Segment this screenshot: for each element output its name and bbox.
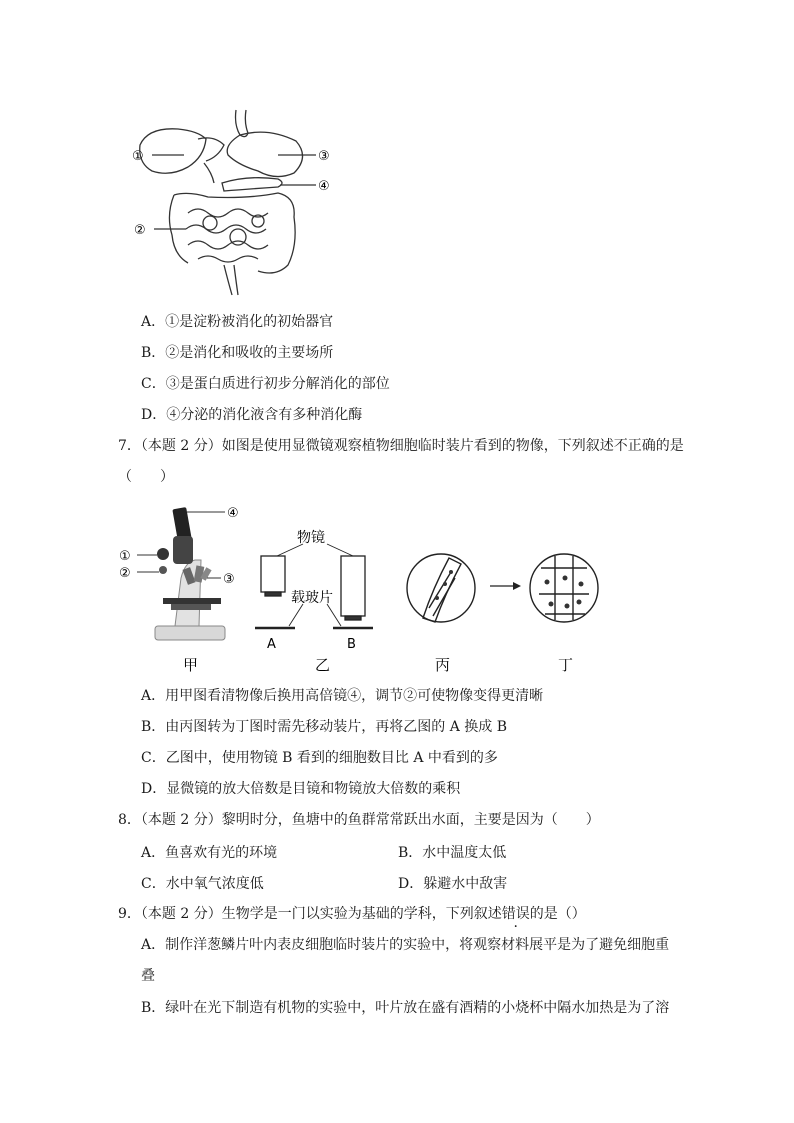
q8-option-d: D．躲避水中敌害 — [398, 876, 508, 892]
q7-option-a: A．用甲图看清物像后换用高倍镜④，调节②可使物像变得更清晰 — [141, 688, 544, 704]
q9-stem-after: 的是（） — [529, 906, 586, 922]
q6-option-d: D．④分泌的消化液含有多种消化酶 — [141, 407, 363, 423]
q6-option-c: C．③是蛋白质进行初步分解消化的部位 — [141, 376, 390, 392]
caption-yi: 乙 — [315, 656, 331, 674]
caption-ding: 丁 — [558, 656, 574, 674]
digestive-system-figure — [128, 105, 348, 300]
q6-option-b: B．②是消化和吸收的主要场所 — [141, 345, 334, 361]
fig6-marker-4: ④ — [318, 179, 330, 194]
caption-bing: 丙 — [435, 656, 451, 674]
fig6-marker-2: ② — [134, 223, 146, 238]
q9-stem — [118, 904, 586, 924]
microscope-figure — [115, 498, 615, 676]
q6-option-a: A．①是淀粉被消化的初始器官 — [141, 314, 334, 330]
fig6-marker-3: ③ — [318, 149, 330, 164]
fig6-marker-1: ① — [132, 149, 144, 164]
q9-stem-emphasis: 错误 — [501, 906, 530, 922]
q8-stem: 8．（本题 2 分）黎明时分，鱼塘中的鱼群常常跃出水面，主要是因为（ ） — [118, 812, 600, 828]
fig7-marker-2: ② — [119, 566, 131, 581]
microscope-drawing — [137, 507, 225, 640]
q9-option-b: B．绿叶在光下制造有机物的实验中，叶片放在盛有酒精的小烧杯中隔水加热是为了溶 — [141, 1000, 670, 1016]
q7-option-b: B．由丙图转为丁图时需先移动装片，再将乙图的 A 换成 B — [141, 719, 508, 735]
caption-jia: 甲 — [183, 656, 199, 674]
fig7-marker-3: ③ — [223, 572, 235, 587]
lens-b-label: B — [347, 637, 356, 652]
q9-option-a: A．制作洋葱鳞片叶内表皮细胞临时装片的实验中，将观察材料展平是为了避免细胞重 — [141, 937, 670, 953]
q7-option-d: D．显微镜的放大倍数是目镜和物镜放大倍数的乘积 — [141, 781, 461, 797]
q7-stem: 7．（本题 2 分）如图是使用显微镜观察植物细胞临时装片看到的物像，下列叙述不正确的是 — [118, 438, 684, 454]
slide-label: 载玻片 — [291, 590, 333, 606]
q8-option-c: C．水中氧气浓度低 — [141, 876, 264, 892]
q8-option-a: A．鱼喜欢有光的环境 — [141, 845, 278, 861]
q9-stem-before: 9．（本题 2 分）生物学是一门以实验为基础的学科，下列叙述 — [118, 906, 502, 922]
fig7-marker-1: ① — [119, 549, 131, 564]
q9-option-a-cont: 叠 — [141, 968, 155, 984]
fig7-marker-4: ④ — [227, 506, 239, 521]
q8-option-b: B．水中温度太低 — [398, 845, 507, 861]
lens-a-label: A — [267, 637, 276, 652]
objective-label: 物镜 — [297, 530, 325, 546]
q7-stem-paren: （ ） — [118, 469, 174, 485]
q7-option-c: C．乙图中，使用物镜 B 看到的细胞数目比 A 中看到的多 — [141, 750, 498, 766]
